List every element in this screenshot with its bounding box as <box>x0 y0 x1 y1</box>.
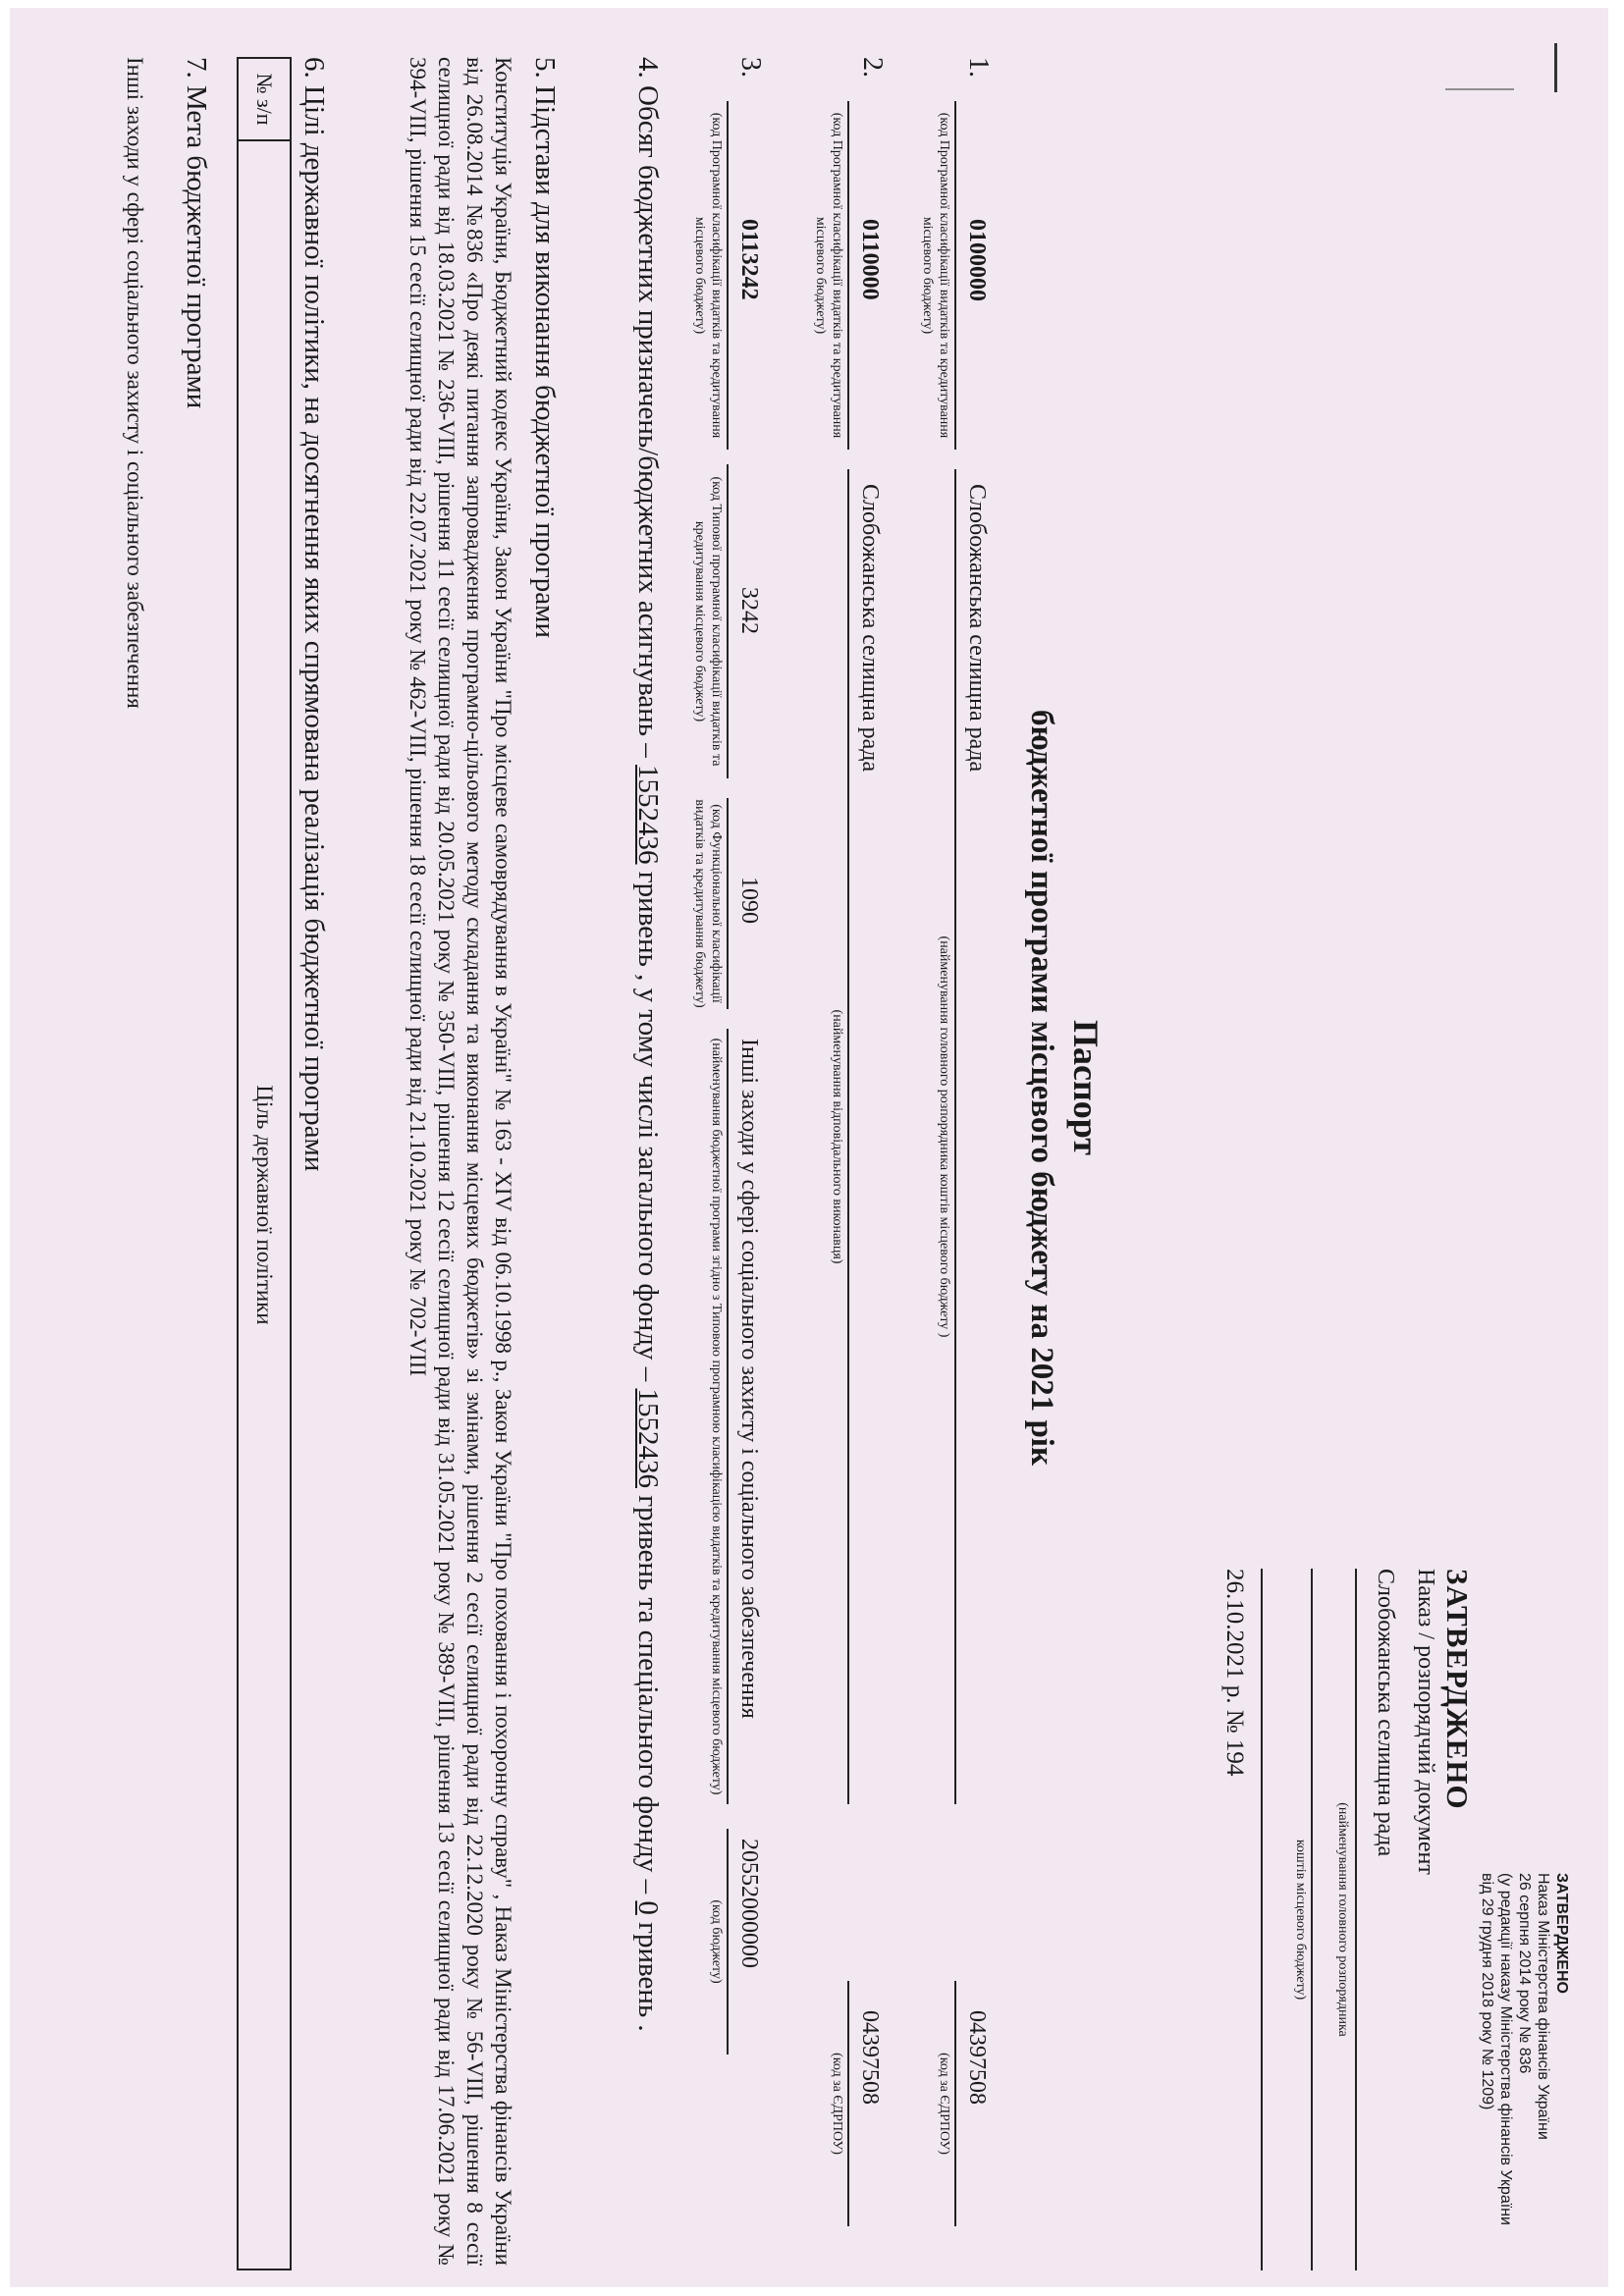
underline <box>727 101 729 450</box>
row-number: 1. <box>963 57 994 78</box>
approved-caption: (найменування головного розпорядника <box>1335 1802 1350 2037</box>
underline <box>954 1981 956 2226</box>
underline <box>954 101 956 450</box>
functional-code: 1090 <box>736 877 762 924</box>
approved-doc: Наказ / розпорядчий документ <box>1413 1569 1438 1875</box>
underline <box>727 464 729 778</box>
underline <box>954 469 956 1804</box>
table-header-row <box>238 58 291 2269</box>
name-caption: (найменування головного розпорядника коштів місцевого бюджету ) <box>937 935 951 1338</box>
underline <box>727 1029 729 1804</box>
scan-mark <box>1554 43 1557 92</box>
row-number: 2. <box>857 57 888 78</box>
divider <box>1355 1569 1357 2270</box>
program-name: Інші заходи у сфері соціального захисту і соціального забезпечення <box>736 1039 762 1719</box>
special-fund-amount: 0 <box>632 1900 664 1915</box>
approval-line: 26 серпня 2014 року № 836 <box>1516 1873 1533 2074</box>
underline <box>727 1829 729 2055</box>
row-number: 3. <box>735 57 766 78</box>
policy-goals-table <box>237 57 292 2270</box>
section-5-heading: 5. Підстави для виконання бюджетної програми <box>529 57 561 639</box>
divider <box>1311 1569 1313 2270</box>
edrpou-caption: (код за ЄДРПОУ) <box>937 2053 951 2155</box>
title-line-1: Паспорт <box>1066 1020 1106 1155</box>
document-page <box>61 57 1593 2275</box>
approval-line: від 29 грудня 2018 року № 1209) <box>1479 1873 1495 2110</box>
section-4-budget-volume <box>631 57 665 2270</box>
code-caption: (код Програмної класифікації видатків та кредитування місцевого бюджету) <box>920 112 951 439</box>
column-header-goal: Ціль державної політики <box>238 140 291 2269</box>
approved-org: Слобожанська селищна рада <box>1373 1569 1398 1857</box>
approved-date-number: 26.10.2021 р. № 194 <box>1221 1569 1248 1777</box>
functional-caption: (код Функціональної класифікації видатків та кредитування бюджету) <box>692 799 724 1008</box>
name-caption: (найменування відповідального виконавця) <box>830 1009 844 1264</box>
underline <box>847 469 849 1804</box>
budget-code: 20552000000 <box>736 1839 762 1968</box>
program-code: 0113242 <box>736 219 762 300</box>
column-header-number: № з/п <box>238 58 291 140</box>
divider <box>1261 1569 1263 2270</box>
executor-name: Слобожанська селищна рада <box>857 484 883 773</box>
edrpou-code: 04397508 <box>964 2010 990 2105</box>
program-goal-text: Інші заходи у сфері соціального захисту і соціального забезпечення <box>123 57 147 709</box>
code-caption: (код Програмної класифікації видатків та кредитування місцевого бюджету) <box>813 112 844 439</box>
program-code: 0100000 <box>964 219 990 301</box>
section-4-text: гривень , у тому числі загального фонду – <box>632 871 664 1382</box>
section-4-text: гривень та спеціального фонду – <box>632 1495 664 1895</box>
edrpou-caption: (код за ЄДРПОУ) <box>830 2053 844 2155</box>
program-code: 0110000 <box>857 219 883 300</box>
general-fund-amount: 1552436 <box>632 1388 664 1488</box>
approval-line: (у редакції наказу Міністерства фінансів України <box>1497 1873 1514 2225</box>
code-caption: (код Програмної класифікації видатків та кредитування місцевого бюджету) <box>692 112 724 439</box>
underline <box>847 101 849 450</box>
approved-block <box>1220 1569 1475 2275</box>
program-name-caption: (найменування бюджетної програми згідно з Типовою програмною класифікацією видатків та кредитування місцевого бюджету) <box>709 1038 724 1795</box>
section-5-legal-basis: Конституція України, Бюджетний кодекс України, Закон України "Про місцеве самоврядування в Україні" № 163 - XIV від 06.10.1998 р., Закон України "Про поховання і похоронну справу" , Наказ Міністерства фінансів України від 26.08.2014 №836 «Про деякі питання запровадження програмно-цільового методу складання та виконання місцевих бюджетів» зі змінами, рішення 2 сесії селищної ради від 22.12.2020 року № 56-VIII, рішення 8 сесії селищної ради від 18.03.2021 № 236-VIII, рішення 11 сесії селищної ради від 20.05.2021 року № 350-VIII, рішення 12 сесії селищної ради від 31.05.2021 року № 389-VIII, рішення 13 сесії селищної ради від 17.06.2021 року № 394-VIII, рішення 15 сесії селищної ради від 22.07.2021 року № 462-VIII, рішення 18 сесії селищної ради від 21.10.2021 року № 702-VIII <box>406 57 515 2266</box>
document-title <box>1023 646 1107 1529</box>
section-4-text: гривень . <box>632 1922 664 2032</box>
approved-title: ЗАТВЕРДЖЕНО <box>1440 1569 1475 1810</box>
underline <box>847 1981 849 2226</box>
typical-code: 3242 <box>736 587 762 634</box>
typical-caption: (код Типової програмної класифікації видатків та кредитування місцевого бюджету) <box>692 476 724 767</box>
title-line-2: бюджетної програми місцевого бюджету на 2021 рік <box>1024 710 1059 1466</box>
section-7-heading: 7. Мета бюджетної програми <box>181 57 212 409</box>
approval-block <box>1478 1873 1571 2266</box>
approval-header: ЗАТВЕРДЖЕНО <box>1553 1873 1570 1994</box>
section-4-text: 4. Обсяг бюджетних призначень/бюджетних асигнувань – <box>632 57 664 758</box>
scan-mark <box>1445 88 1514 90</box>
approved-caption: коштів місцевого бюджету) <box>1293 1839 1308 2001</box>
budget-code-caption: (код бюджету) <box>709 1899 724 1984</box>
scanned-page <box>10 8 1608 2287</box>
edrpou-code: 04397508 <box>857 2010 883 2105</box>
approval-line: Наказ Міністерства фінансів України <box>1535 1873 1551 2140</box>
total-amount: 1552436 <box>632 765 664 865</box>
manager-name: Слобожанська селищна рада <box>964 484 990 773</box>
underline <box>727 798 729 1009</box>
section-6-heading: 6. Цілі державної політики, на досягнення яких спрямована реалізація бюджетної програми <box>298 57 330 1172</box>
